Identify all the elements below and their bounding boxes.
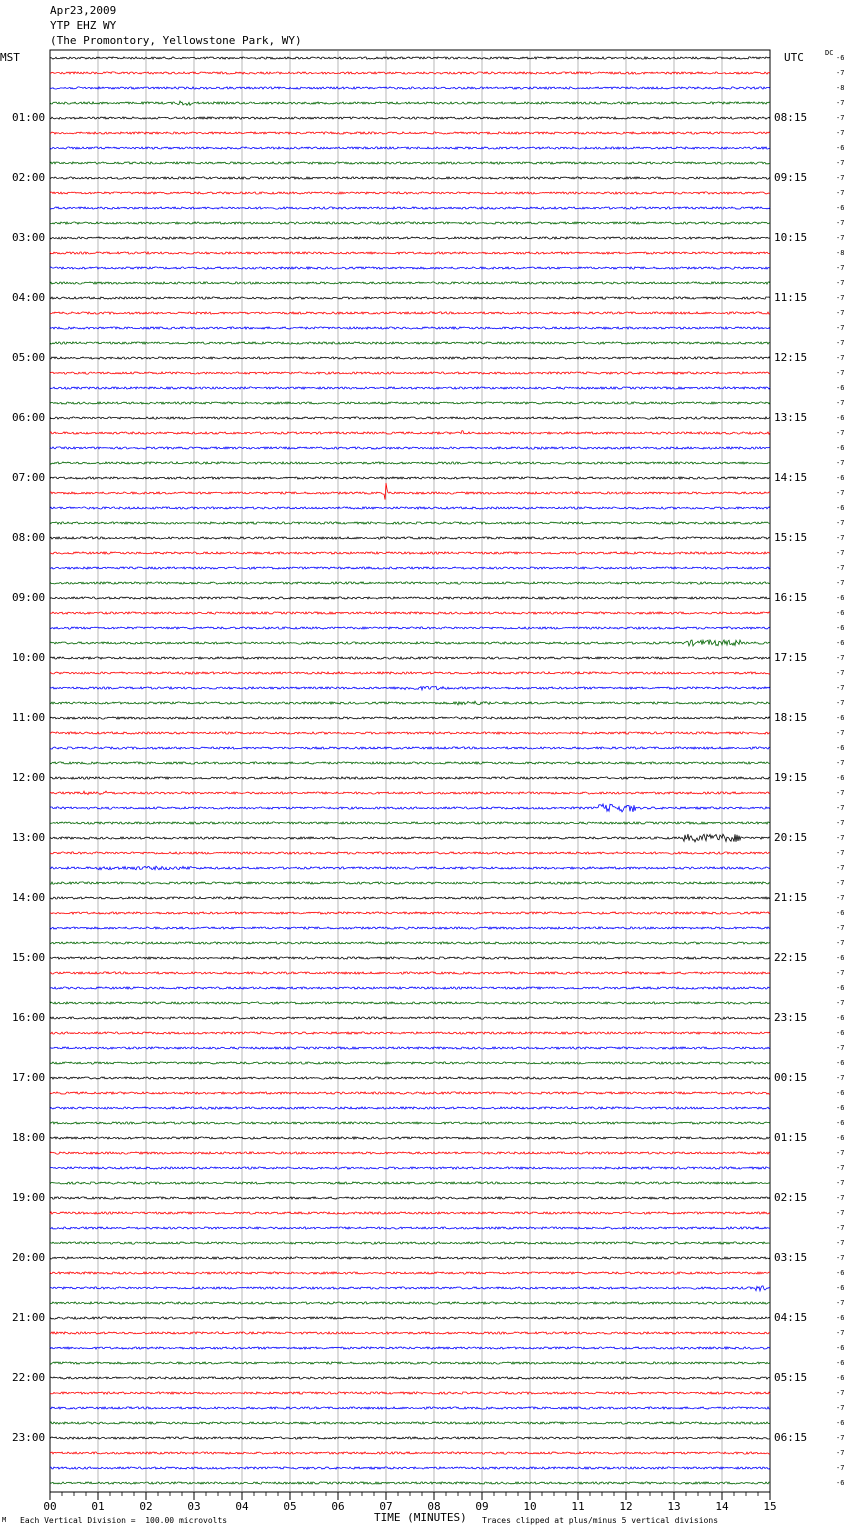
- x-tick-label: 08: [427, 1500, 441, 1513]
- dc-offset-label: -7: [836, 549, 845, 557]
- trace-row: [50, 701, 770, 705]
- trace-row: [50, 1347, 770, 1349]
- x-tick-label: 01: [91, 1500, 105, 1513]
- dc-offset-label: -7: [836, 234, 845, 242]
- dc-offset-label: -7: [836, 939, 845, 947]
- dc-offset-label: -7: [836, 489, 845, 497]
- dc-offset-label: -6: [836, 1029, 845, 1037]
- dc-offset-label: -6: [836, 1374, 845, 1382]
- dc-offset-label: -6: [836, 1119, 845, 1127]
- trace-row: [50, 897, 770, 899]
- trace-row: [50, 117, 770, 119]
- dc-offset-label: -7: [836, 1434, 845, 1442]
- dc-offset-label: -7: [836, 999, 845, 1007]
- trace-row: [50, 747, 770, 749]
- left-hour-label: 13:00: [12, 831, 46, 844]
- trace-row: [50, 1286, 770, 1291]
- left-hour-label: 15:00: [12, 951, 46, 964]
- left-hour-label: 17:00: [12, 1071, 46, 1084]
- x-tick-label: 11: [571, 1500, 585, 1513]
- trace-row: [50, 1062, 770, 1064]
- trace-row: [50, 507, 770, 509]
- dc-offset-label: -6: [836, 714, 845, 722]
- trace-row: [50, 1377, 770, 1379]
- trace-row: [50, 627, 770, 629]
- dc-offset-label: -7: [836, 684, 845, 692]
- trace-row: [50, 1197, 770, 1199]
- left-hour-label: 03:00: [12, 231, 46, 244]
- corner-mark: M: [2, 1516, 7, 1524]
- x-tick-label: 00: [43, 1500, 57, 1513]
- trace-row: [50, 267, 770, 269]
- trace-row: [50, 522, 770, 524]
- trace-row: [50, 1137, 770, 1139]
- trace-row: [50, 777, 770, 779]
- x-tick-label: 12: [619, 1500, 633, 1513]
- trace-row: [50, 1317, 770, 1319]
- dc-offset-label: -7: [836, 1389, 845, 1397]
- trace-row: [50, 1467, 770, 1469]
- trace-row: [50, 957, 770, 959]
- trace-row: [50, 483, 770, 500]
- dc-offset-label: -7: [836, 174, 845, 182]
- trace-row: [50, 1422, 770, 1424]
- right-hour-label: 15:15: [774, 531, 808, 544]
- trace-row: [50, 1332, 770, 1334]
- trace-row: [50, 222, 770, 224]
- trace-row: [50, 402, 770, 404]
- dc-offset-label: -7: [836, 969, 845, 977]
- trace-row: [50, 312, 770, 314]
- right-hour-label: 04:15: [774, 1311, 808, 1324]
- trace-row: [50, 657, 770, 659]
- trace-row: [50, 927, 770, 929]
- x-tick-label: 03: [187, 1500, 201, 1513]
- x-tick-label: 10: [523, 1500, 537, 1513]
- dc-offset-label: -7: [836, 1194, 845, 1202]
- dc-offset-label: -6: [836, 1059, 845, 1067]
- dc-offset-label: -6: [836, 984, 845, 992]
- dc-offset-label: -7: [836, 1254, 845, 1262]
- left-hour-label: 08:00: [12, 531, 46, 544]
- trace-row: [50, 791, 770, 795]
- right-hour-label: 20:15: [774, 831, 808, 844]
- trace-row: [50, 1212, 770, 1214]
- right-hour-label: 00:15: [774, 1071, 808, 1084]
- right-hour-label: 18:15: [774, 711, 808, 724]
- dc-offset-label: -7: [836, 564, 845, 572]
- trace-row: [50, 942, 770, 944]
- left-hour-label: 18:00: [12, 1131, 46, 1144]
- right-hour-label: 21:15: [774, 891, 808, 904]
- right-hour-label: 10:15: [774, 231, 808, 244]
- trace-row: [50, 822, 770, 824]
- trace-row: [50, 1017, 770, 1019]
- left-hour-label: 06:00: [12, 411, 46, 424]
- trace-row: [50, 1122, 770, 1124]
- trace-row: [50, 672, 770, 674]
- dc-offset-label: -7: [836, 369, 845, 377]
- dc-offset-label: -7: [836, 354, 845, 362]
- dc-offset-label: -6: [836, 1134, 845, 1142]
- left-hour-label: 11:00: [12, 711, 46, 724]
- dc-offset-label: -6: [836, 384, 845, 392]
- left-hour-label: 10:00: [12, 651, 46, 664]
- dc-offset-label: -8: [836, 84, 845, 92]
- trace-row: [50, 1032, 770, 1034]
- trace-row: [50, 327, 770, 329]
- trace-row: [50, 732, 770, 734]
- dc-offset-label: -7: [836, 1209, 845, 1217]
- trace-row: [50, 762, 770, 764]
- trace-row: [50, 912, 770, 914]
- dc-offset-label: -6: [836, 144, 845, 152]
- dc-offset-label: -7: [836, 1224, 845, 1232]
- x-tick-label: 09: [475, 1500, 489, 1513]
- trace-row: [50, 537, 770, 539]
- scale-note: Each Vertical Division = 100.00 microvolts: [20, 1516, 228, 1525]
- dc-offset-label: -6: [836, 414, 845, 422]
- dc-offset-label: -7: [836, 324, 845, 332]
- dc-offset-label: -7: [836, 339, 845, 347]
- left-hour-label: 09:00: [12, 591, 46, 604]
- trace-row: [50, 1302, 770, 1304]
- trace-row: [50, 597, 770, 599]
- dc-offset-label: -6: [836, 594, 845, 602]
- right-hour-label: 03:15: [774, 1251, 808, 1264]
- left-timezone-label: MST: [0, 51, 20, 64]
- right-hour-label: 08:15: [774, 111, 808, 124]
- right-hour-label: 16:15: [774, 591, 808, 604]
- right-hour-label: 23:15: [774, 1011, 808, 1024]
- dc-offset-label: -7: [836, 879, 845, 887]
- x-tick-label: 14: [715, 1500, 729, 1513]
- trace-row: [50, 1047, 770, 1049]
- trace-row: [50, 237, 770, 239]
- dc-offset-label: -6: [836, 624, 845, 632]
- dc-offset-label: -7: [836, 264, 845, 272]
- trace-row: [50, 477, 770, 479]
- trace-row: [50, 1242, 770, 1244]
- dc-offset-label: -7: [836, 129, 845, 137]
- dc-offset-label: -7: [836, 804, 845, 812]
- dc-offset-label: -7: [836, 279, 845, 287]
- trace-row: [50, 552, 770, 554]
- trace-row: [50, 866, 770, 870]
- trace-row: [50, 1182, 770, 1184]
- dc-offset-label: -7: [836, 459, 845, 467]
- dc-offset-label: -7: [836, 669, 845, 677]
- dc-offset-label: -7: [836, 1464, 845, 1472]
- trace-row: [50, 1407, 770, 1409]
- dc-offset-label: -7: [836, 819, 845, 827]
- dc-header: DC: [825, 49, 834, 57]
- dc-offset-label: -7: [836, 759, 845, 767]
- trace-row: [50, 252, 770, 254]
- left-hour-label: 20:00: [12, 1251, 46, 1264]
- dc-offset-label: -7: [836, 579, 845, 587]
- left-hour-label: 01:00: [12, 111, 46, 124]
- dc-offset-label: -6: [836, 954, 845, 962]
- dc-offset-label: -6: [836, 204, 845, 212]
- dc-offset-label: -6: [836, 1314, 845, 1322]
- dc-offset-label: -7: [836, 729, 845, 737]
- right-hour-label: 05:15: [774, 1371, 808, 1384]
- trace-row: [50, 1392, 770, 1394]
- dc-offset-label: -7: [836, 114, 845, 122]
- trace-row: [50, 192, 770, 194]
- right-timezone-label: UTC: [784, 51, 804, 64]
- trace-row: [50, 87, 770, 89]
- dc-offset-label: -7: [836, 294, 845, 302]
- trace-row: [50, 686, 770, 690]
- dc-offset-label: -7: [836, 69, 845, 77]
- dc-offset-label: -6: [836, 744, 845, 752]
- trace-row: [50, 162, 770, 164]
- trace-row: [50, 207, 770, 209]
- station-code: YTP EHZ WY: [50, 19, 117, 32]
- x-tick-label: 05: [283, 1500, 297, 1513]
- dc-offset-label: -6: [836, 1014, 845, 1022]
- dc-offset-label: -6: [836, 1479, 845, 1487]
- right-hour-label: 09:15: [774, 171, 808, 184]
- x-tick-label: 06: [331, 1500, 345, 1513]
- dc-offset-label: -6: [836, 609, 845, 617]
- dc-offset-label: -7: [836, 534, 845, 542]
- dc-offset-label: -7: [836, 309, 845, 317]
- dc-offset-label: -7: [836, 219, 845, 227]
- dc-offset-label: -7: [836, 789, 845, 797]
- dc-offset-label: -7: [836, 1329, 845, 1337]
- trace-row: [50, 987, 770, 989]
- dc-offset-label: -7: [836, 699, 845, 707]
- trace-row: [50, 1272, 770, 1274]
- dc-offset-label: -7: [836, 849, 845, 857]
- trace-row: [50, 804, 770, 812]
- trace-row: [50, 1257, 770, 1259]
- dc-offset-label: -7: [836, 834, 845, 842]
- dc-offset-label: -7: [836, 189, 845, 197]
- trace-row: [50, 387, 770, 389]
- trace-row: [50, 447, 770, 449]
- right-hour-label: 02:15: [774, 1191, 808, 1204]
- left-hour-label: 14:00: [12, 891, 46, 904]
- trace-row: [50, 612, 770, 614]
- trace-row: [50, 357, 770, 359]
- right-hour-label: 13:15: [774, 411, 808, 424]
- left-hour-label: 19:00: [12, 1191, 46, 1204]
- trace-row: [50, 1227, 770, 1229]
- dc-offset-label: -7: [836, 399, 845, 407]
- x-axis-label: TIME (MINUTES): [374, 1511, 467, 1524]
- clip-note: Traces clipped at plus/minus 5 vertical divisions: [482, 1516, 719, 1525]
- trace-row: [50, 417, 770, 419]
- trace-row: [50, 1362, 770, 1364]
- trace-row: [50, 297, 770, 299]
- dc-offset-label: -6: [836, 504, 845, 512]
- trace-row: [50, 101, 770, 105]
- dc-offset-label: -7: [836, 1164, 845, 1172]
- dc-offset-label: -7: [836, 1404, 845, 1412]
- trace-row: [50, 1152, 770, 1154]
- trace-row: [50, 132, 770, 134]
- left-hour-label: 04:00: [12, 291, 46, 304]
- dc-offset-label: -6: [836, 1104, 845, 1112]
- trace-row: [50, 1092, 770, 1094]
- dc-offset-label: -7: [836, 1074, 845, 1082]
- left-hour-label: 22:00: [12, 1371, 46, 1384]
- trace-row: [50, 431, 770, 435]
- dc-offset-label: -7: [836, 894, 845, 902]
- trace-row: [50, 640, 770, 646]
- dc-offset-label: -6: [836, 444, 845, 452]
- dc-offset-label: -6: [836, 909, 845, 917]
- trace-row: [50, 72, 770, 74]
- left-hour-label: 05:00: [12, 351, 46, 364]
- dc-offset-label: -6: [836, 474, 845, 482]
- trace-row: [50, 852, 770, 854]
- trace-row: [50, 462, 770, 464]
- x-tick-label: 04: [235, 1500, 249, 1513]
- trace-row: [50, 1482, 770, 1484]
- plot-date: Apr23,2009: [50, 4, 117, 17]
- right-hour-label: 19:15: [774, 771, 808, 784]
- trace-row: [50, 282, 770, 284]
- dc-offset-label: -7: [836, 1299, 845, 1307]
- dc-offset-label: -7: [836, 1149, 845, 1157]
- x-tick-label: 02: [139, 1500, 153, 1513]
- dc-offset-label: -7: [836, 1044, 845, 1052]
- dc-offset-label: -6: [836, 1089, 845, 1097]
- x-tick-label: 07: [379, 1500, 393, 1513]
- dc-offset-label: -7: [836, 654, 845, 662]
- trace-row: [50, 372, 770, 374]
- left-hour-label: 07:00: [12, 471, 46, 484]
- right-hour-label: 11:15: [774, 291, 808, 304]
- dc-offset-label: -8: [836, 249, 845, 257]
- left-hour-label: 23:00: [12, 1431, 46, 1444]
- dc-offset-label: -6: [836, 1284, 845, 1292]
- trace-row: [50, 834, 770, 842]
- left-hour-label: 12:00: [12, 771, 46, 784]
- trace-row: [50, 342, 770, 344]
- dc-offset-label: -7: [836, 429, 845, 437]
- trace-row: [50, 177, 770, 179]
- station-location: (The Promontory, Yellowstone Park, WY): [50, 34, 302, 47]
- trace-row: [50, 1002, 770, 1004]
- x-tick-label: 15: [763, 1500, 777, 1513]
- dc-offset-label: -6: [836, 1419, 845, 1427]
- trace-row: [50, 567, 770, 569]
- right-hour-label: 22:15: [774, 951, 808, 964]
- trace-row: [50, 1077, 770, 1079]
- dc-offset-label: -7: [836, 864, 845, 872]
- trace-row: [50, 882, 770, 884]
- trace-row: [50, 1107, 770, 1109]
- dc-offset-label: -6: [836, 1344, 845, 1352]
- dc-offset-label: -6: [836, 1269, 845, 1277]
- dc-offset-label: -7: [836, 1239, 845, 1247]
- plot-frame: [50, 50, 770, 1492]
- dc-offset-label: -6: [836, 774, 845, 782]
- dc-offset-label: -7: [836, 924, 845, 932]
- trace-row: [50, 1437, 770, 1439]
- x-tick-label: 13: [667, 1500, 681, 1513]
- trace-row: [50, 57, 770, 59]
- dc-offset-label: -7: [836, 519, 845, 527]
- right-hour-label: 12:15: [774, 351, 808, 364]
- trace-row: [50, 717, 770, 719]
- trace-row: [50, 1452, 770, 1454]
- dc-offset-label: -6: [836, 54, 845, 62]
- dc-offset-label: -7: [836, 1179, 845, 1187]
- left-hour-label: 16:00: [12, 1011, 46, 1024]
- dc-offset-label: -7: [836, 1449, 845, 1457]
- left-hour-label: 21:00: [12, 1311, 46, 1324]
- dc-offset-label: -7: [836, 99, 845, 107]
- dc-offset-label: -6: [836, 1359, 845, 1367]
- right-hour-label: 17:15: [774, 651, 808, 664]
- dc-offset-label: -7: [836, 159, 845, 167]
- trace-row: [50, 147, 770, 149]
- trace-row: [50, 972, 770, 974]
- trace-row: [50, 1167, 770, 1169]
- right-hour-label: 14:15: [774, 471, 808, 484]
- right-hour-label: 06:15: [774, 1431, 808, 1444]
- right-hour-label: 01:15: [774, 1131, 808, 1144]
- trace-row: [50, 582, 770, 584]
- dc-offset-label: -6: [836, 639, 845, 647]
- left-hour-label: 02:00: [12, 171, 46, 184]
